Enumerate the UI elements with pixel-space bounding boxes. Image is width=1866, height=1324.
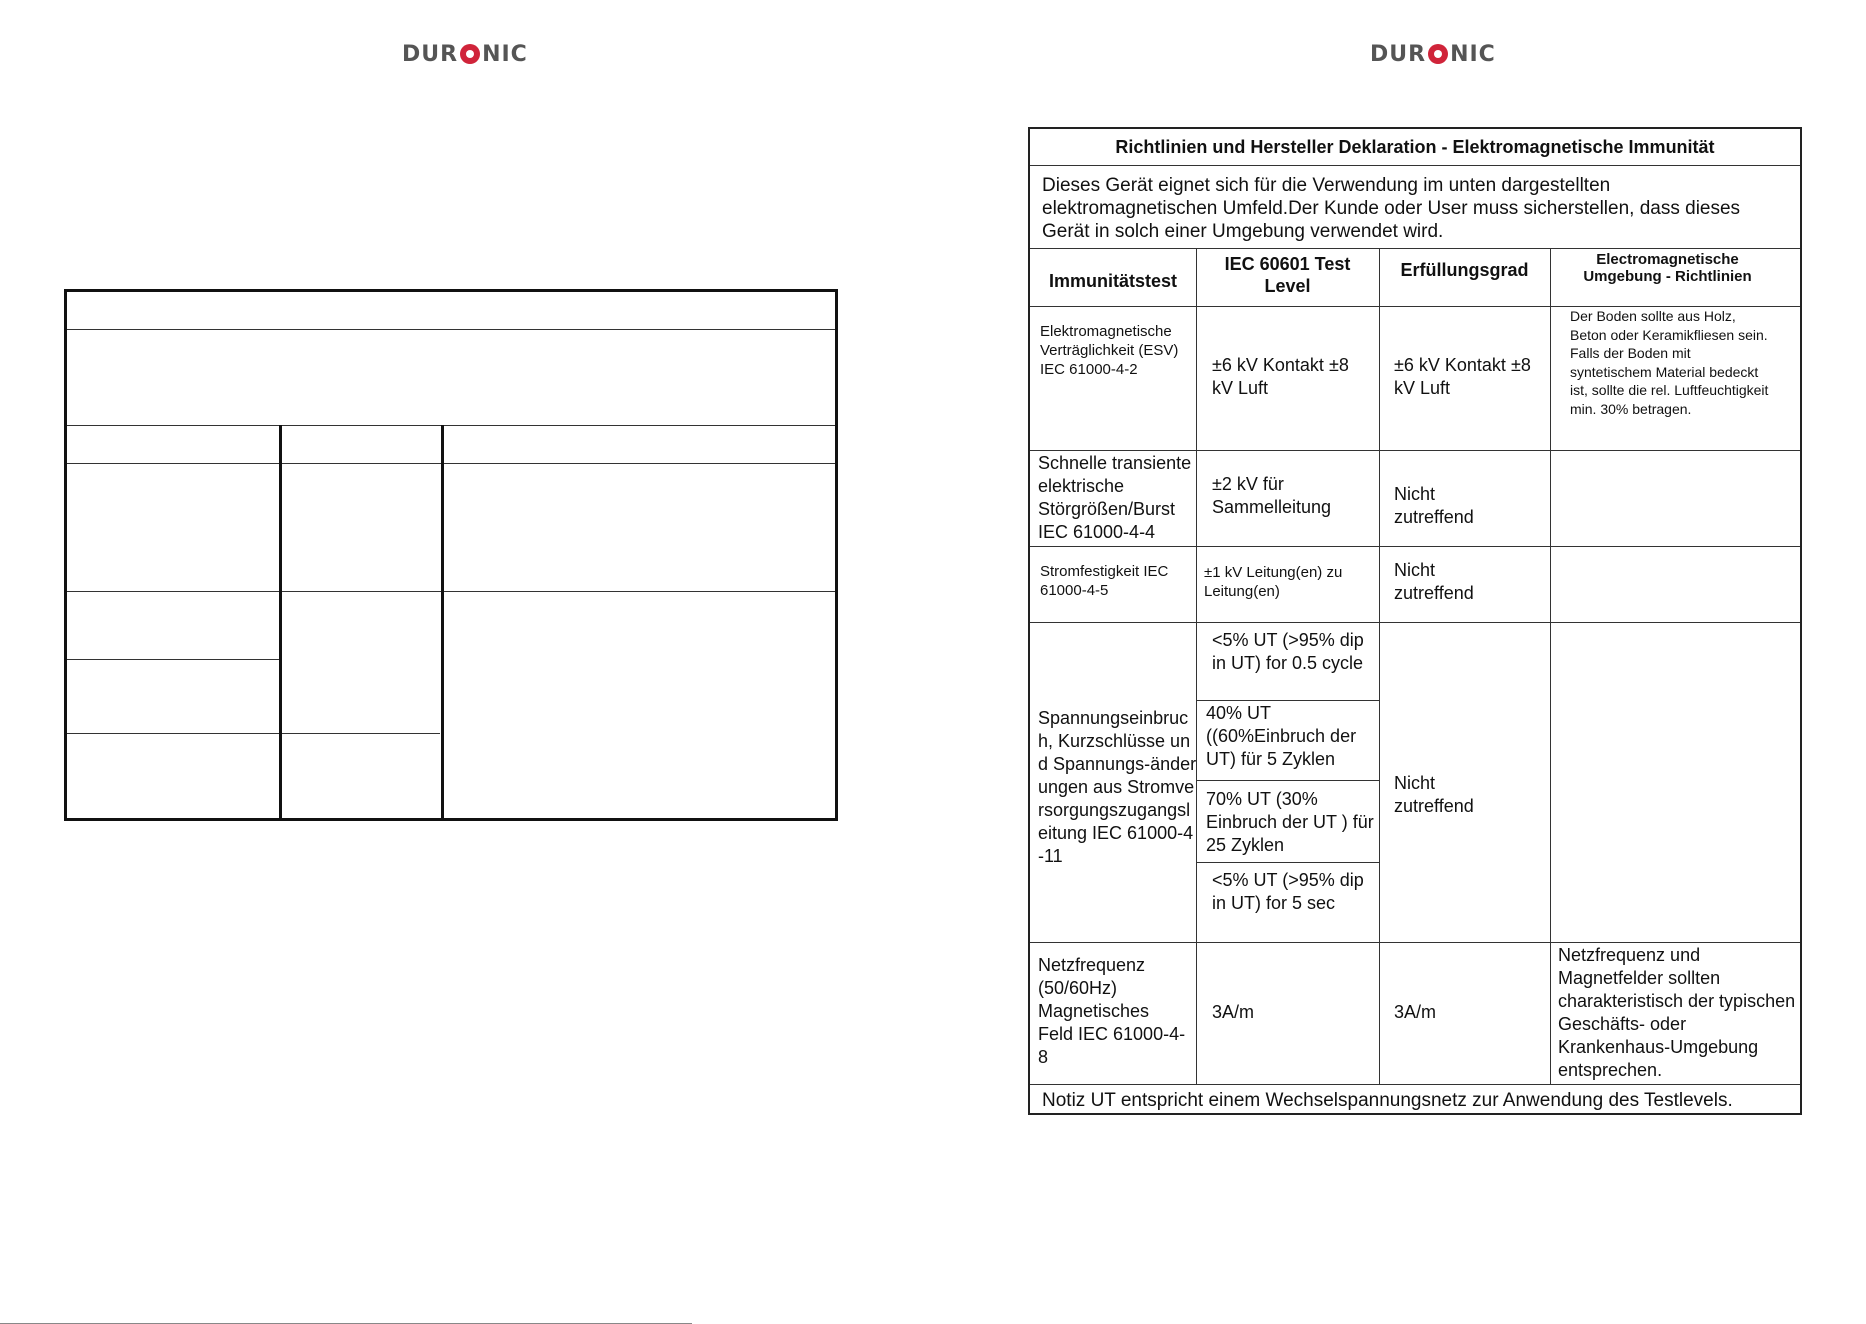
row-burst-level: ±2 kV für Sammelleitung xyxy=(1212,474,1332,517)
row-dips-level-3: 70% UT (30% Einbruch der UT ) für 25 Zyklen xyxy=(1206,789,1374,855)
left-empty-table xyxy=(64,289,838,821)
logo-text: DUR xyxy=(1370,42,1427,67)
row-esd-compliance: ±6 kV Kontakt ±8 kV Luft xyxy=(1394,355,1531,398)
row-magnetic-compliance: 3A/m xyxy=(1394,1002,1437,1022)
table-divider xyxy=(67,329,835,330)
row-burst-compliance: Nicht zutreffend xyxy=(1394,484,1474,527)
table-divider xyxy=(67,733,440,734)
duronic-logo-right: DUR NIC xyxy=(1370,42,1496,67)
duronic-logo-left: DUR NIC xyxy=(402,42,528,67)
row-dips-level-2: 40% UT ((60%Einbruch der UT) für 5 Zyklen xyxy=(1206,703,1357,769)
table-intro: Dieses Gerät eignet sich für die Verwendung im unten dargestellten elektromagnetischen Umfeld.Der Kunde oder User muss sicherstellen, dass dieses Gerät in solch einer Umgebung verwendet wird. xyxy=(1042,175,1741,242)
row-surge-test: Stromfestigkeit IEC 61000-4-5 xyxy=(1040,563,1169,599)
header-test: Immunitätstest xyxy=(1048,271,1178,291)
header-level: IEC 60601 Test Level xyxy=(1224,254,1351,296)
row-surge-compliance: Nicht zutreffend xyxy=(1394,560,1474,603)
table-divider xyxy=(67,591,835,592)
table-divider xyxy=(67,425,835,426)
table-divider xyxy=(67,463,835,464)
row-magnetic-level: 3A/m xyxy=(1212,1002,1255,1022)
header-compliance: Erfüllungsgrad xyxy=(1400,260,1529,280)
table-title: Richtlinien und Hersteller Deklaration - Elektromagnetische Immunität xyxy=(1115,137,1715,157)
row-dips-level-4: <5% UT (>95% dip in UT) for 5 sec xyxy=(1212,870,1364,913)
header-environment: Electromagnetische Umgebung - Richtlinien xyxy=(1583,251,1752,285)
emc-immunity-table xyxy=(1028,127,1802,1115)
table-note: Notiz UT entspricht einem Wechselspannungsnetz zur Anwendung des Testlevels. xyxy=(1042,1090,1733,1111)
table-divider xyxy=(67,659,281,660)
table-column-line xyxy=(441,425,444,818)
row-esd-test: Elektromagnetische Verträglichkeit (ESV) IEC 61000-4-2 xyxy=(1040,323,1179,378)
power-icon xyxy=(460,44,480,64)
row-burst-test: Schnelle transiente elektrische Störgrößen/Burst IEC 61000-4-4 xyxy=(1038,453,1192,542)
table-column-line xyxy=(279,425,282,818)
row-dips-test: Spannungseinbruch, Kurzschlüsse und Spannungs-änderungen aus Stromversorgungszugangsleitung IEC 61000-4-11 xyxy=(1038,708,1197,866)
row-esd-environment: Der Boden sollte aus Holz, Beton oder Keramikfliesen sein. Falls der Boden mit syntetischem Material bedeckt ist, sollte die rel. Luftfeuchtigkeit min. 30% betragen. xyxy=(1570,308,1769,417)
row-esd-level: ±6 kV Kontakt ±8 kV Luft xyxy=(1212,355,1349,398)
row-magnetic-environment: Netzfrequenz und Magnetfelder sollten charakteristisch der typischen Geschäfts- oder Krankenhaus-Umgebung entsprechen. xyxy=(1558,945,1796,1080)
power-icon xyxy=(1428,44,1448,64)
row-dips-compliance: Nicht zutreffend xyxy=(1394,773,1474,816)
row-surge-level: ±1 kV Leitung(en) zu Leitung(en) xyxy=(1204,564,1343,600)
logo-text: DUR xyxy=(402,42,459,67)
row-magnetic-test: Netzfrequenz (50/60Hz) Magnetisches Feld IEC 61000-4-8 xyxy=(1038,955,1186,1067)
row-dips-level-1: <5% UT (>95% dip in UT) for 0.5 cycle xyxy=(1212,630,1364,673)
